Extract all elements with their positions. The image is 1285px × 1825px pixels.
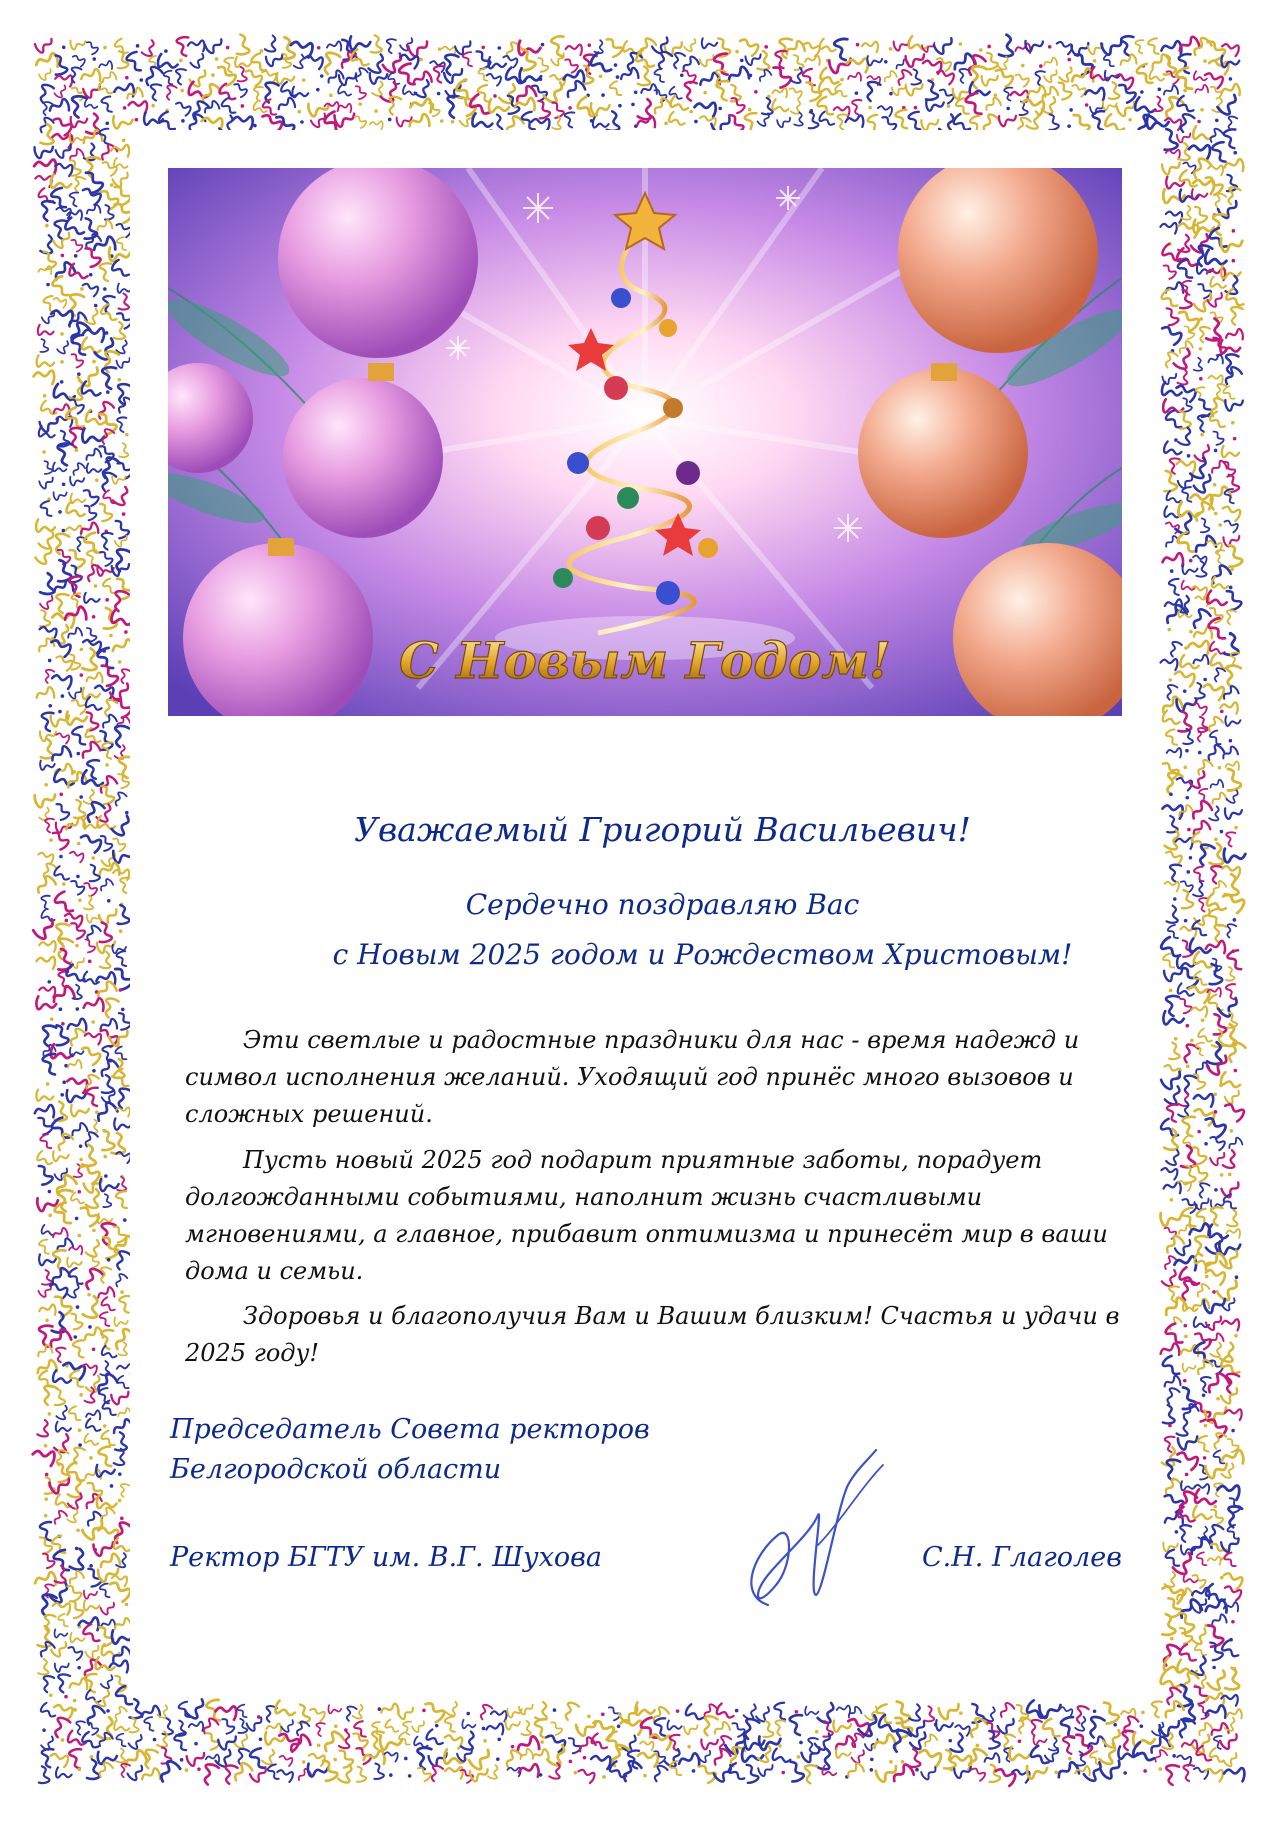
signer-rector-line: Ректор БГТУ им. В.Г. Шухова: [170, 1542, 602, 1573]
signer-role-line-1: Председатель Совета ректоров: [170, 1414, 650, 1445]
paragraph-2: [185, 1142, 1145, 1290]
handwritten-signature: [698, 1445, 888, 1610]
paragraph-3-text: Здоровья и благополучия Вам и Вашим близким! Счастья и удачи в 2025 году!: [185, 1302, 1120, 1367]
banner-caption: С Новым Годом!: [399, 631, 891, 690]
congrats-line-2: с Новым 2025 годом и Рождеством Христовым!: [332, 938, 1073, 971]
paragraph-1-text: Эти светлые и радостные праздники для нас - время надежд и символ исполнения желаний. Уходящий год принёс много вызовов и сложных решений.: [185, 1026, 1080, 1128]
signer-name: С.Н. Глаголев: [922, 1542, 1122, 1573]
holiday-banner-image: [168, 168, 1122, 716]
salutation: Уважаемый Григорий Васильевич!: [354, 810, 971, 849]
paragraph-3: [185, 1298, 1145, 1372]
paragraph-1: [185, 1022, 1145, 1133]
paragraph-2-text: Пусть новый 2025 год подарит приятные заботы, порадует долгожданными событиями, наполнит жизнь счастливыми мгновениями, а главное, прибавит оптимизма и принесёт мир в ваши дома и семьи.: [185, 1146, 1108, 1285]
signer-role-line-2: Белгородской области: [170, 1454, 502, 1485]
congrats-line-1: Сердечно поздравляю Вас: [465, 888, 860, 921]
